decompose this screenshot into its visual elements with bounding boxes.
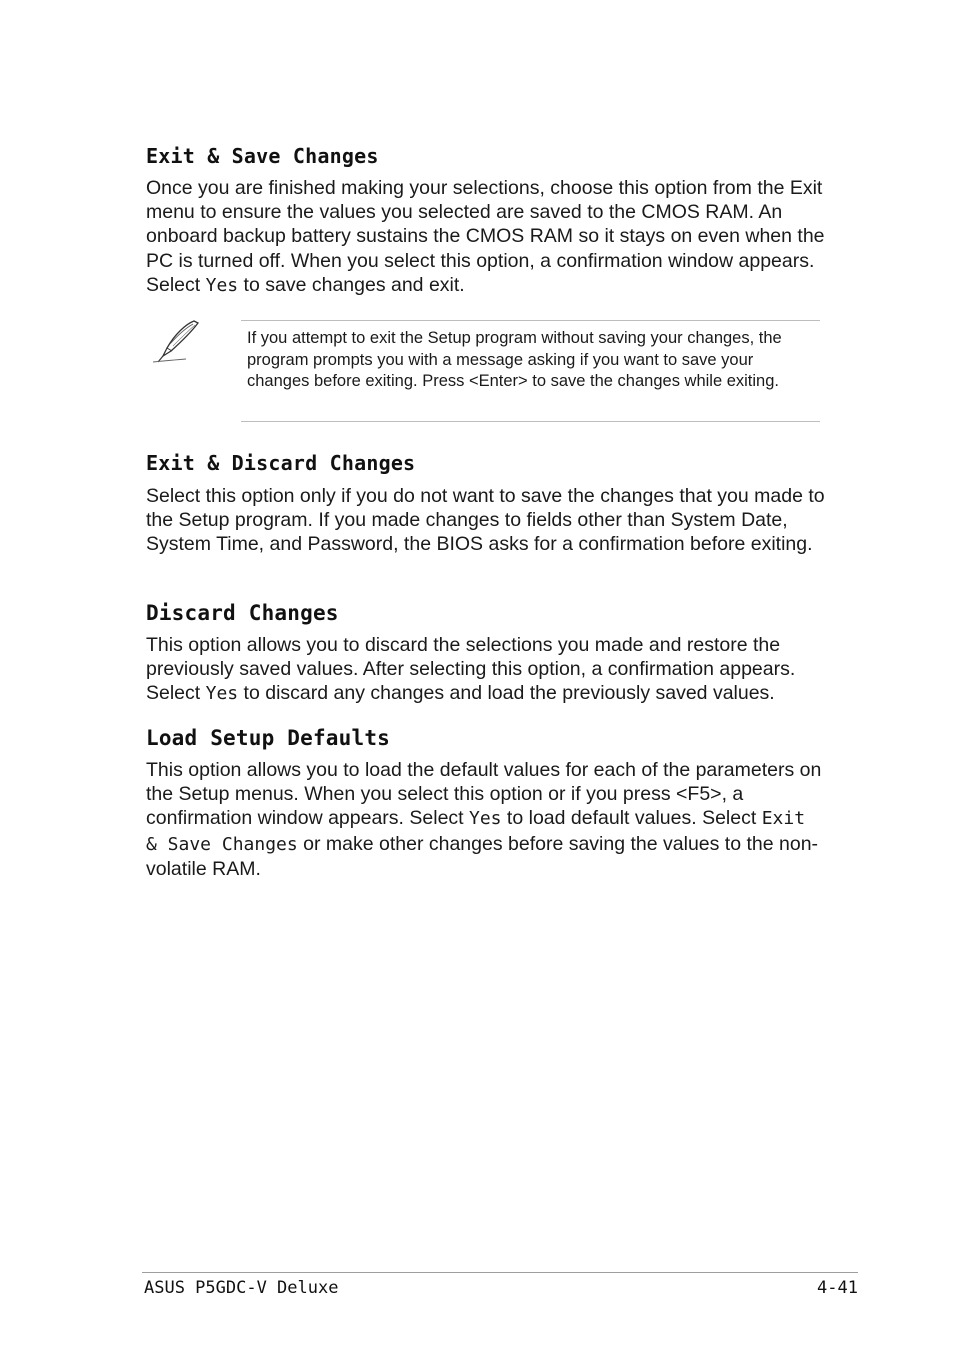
mono-keyword: Yes — [205, 683, 239, 705]
section-body-load-defaults — [146, 758, 826, 881]
note-text: If you attempt to exit the Setup program without saving your changes, the program prompts you with a message asking if you want to save your changes before exiting. Press <Enter> to save the changes while exiting. — [247, 329, 782, 391]
body-text-run: Once you are finished making your selections, choose this option from the Exit menu to ensure the values you selected are saved to the CMOS RAM. An onboard backup battery sustains the CMOS RAM so it stays on even when the PC is turned off. When you select this option, a confirmation window appears. Select — [146, 177, 825, 296]
mono-keyword: Yes — [205, 274, 239, 296]
footer-manual-title: ASUS P5GDC-V Deluxe — [144, 1278, 339, 1298]
section-heading-load-defaults: Load Setup Defaults — [146, 726, 391, 750]
section-body-exit-save — [146, 176, 826, 298]
mono-keyword: Exit & Save Changes — [146, 808, 806, 855]
body-text-run: to discard any changes and load the previously saved values. — [238, 682, 775, 705]
footer-rule — [142, 1272, 858, 1273]
body-text-run: to load default values. Select — [501, 807, 762, 830]
body-text-run: Select this option only if you do not want to save the changes that you made to the Setup program. If you made changes to fields other than System Date, System Time, and Password, the BIOS asks for a confirmation before exiting. — [146, 485, 825, 556]
section-body-exit-discard — [146, 484, 826, 557]
body-text-run: This option allows you to load the default values for each of the parameters on the Setup menus. When you select this option or if you press <F5>, a confirmation window appears. Select — [146, 759, 822, 830]
section-heading-exit-discard: Exit & Discard Changes — [146, 451, 416, 475]
section-body-discard — [146, 633, 826, 707]
note-box — [241, 320, 820, 422]
body-text-run: to save changes and exit. — [238, 273, 465, 296]
section-heading-exit-save: Exit & Save Changes — [146, 144, 379, 168]
mono-keyword: Yes — [469, 808, 502, 830]
body-text-run: This option allows you to discard the selections you made and restore the previously saved values. After selecting this option, a confirmation appears. Select — [146, 634, 796, 705]
body-text-run: or make other changes before saving the values to the non-volatile RAM. — [146, 832, 819, 880]
section-heading-discard: Discard Changes — [146, 601, 339, 625]
footer-page-number: 4-41 — [817, 1278, 858, 1298]
pencil-note-icon — [150, 318, 202, 366]
